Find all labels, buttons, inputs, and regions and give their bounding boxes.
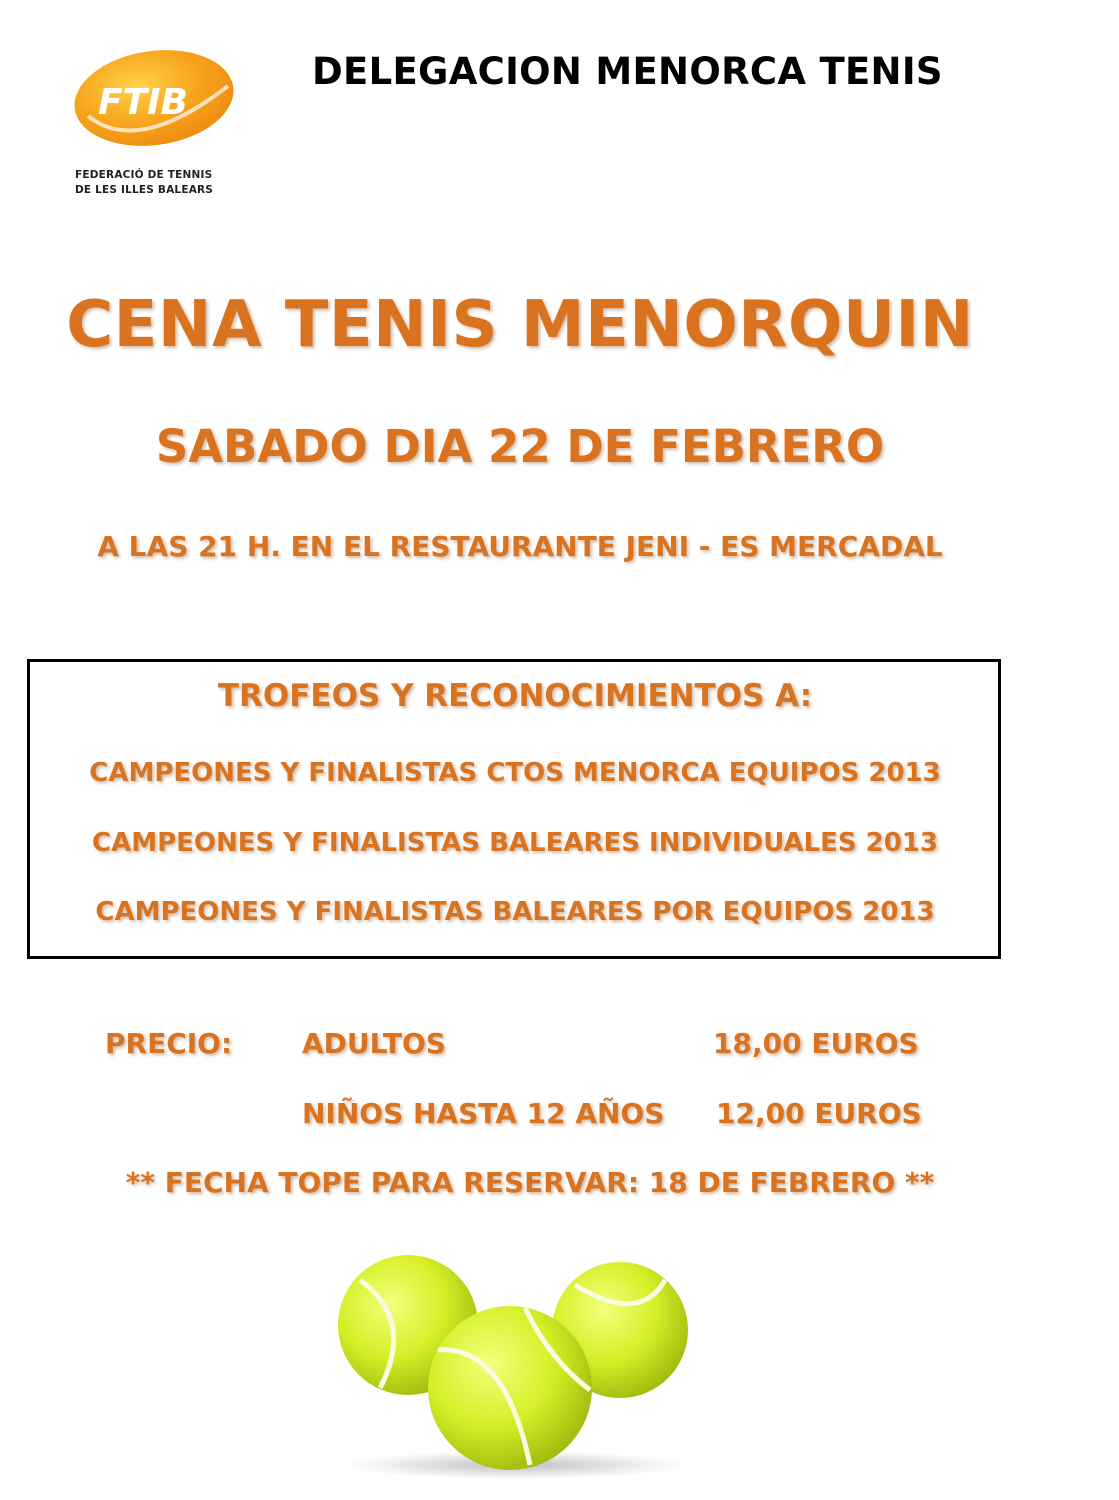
logo-mark-text: FTIB	[98, 82, 188, 123]
logo-caption	[75, 168, 255, 198]
logo-caption-line2: DE LES ILLES BALEARS	[75, 184, 214, 196]
event-place: A LAS 21 H. EN EL RESTAURANTE JENI - ES MERCADAL	[97, 530, 943, 563]
tennis-ball-front	[428, 1306, 592, 1470]
tennis-balls-icon	[320, 1240, 710, 1480]
award-item: CAMPEONES Y FINALISTAS CTOS MENORCA EQUIPOS 2013	[89, 758, 941, 788]
award-item: CAMPEONES Y FINALISTAS BALEARES POR EQUIPOS 2013	[95, 897, 935, 927]
award-item: CAMPEONES Y FINALISTAS BALEARES INDIVIDUALES 2013	[92, 828, 938, 858]
event-title: CENA TENIS MENORQUIN	[66, 288, 974, 362]
adults-price: 18,00 EUROS	[713, 1027, 919, 1060]
price-label: PRECIO:	[105, 1027, 233, 1060]
logo-caption-line1: FEDERACIÓ DE TENNIS	[75, 169, 213, 181]
header-title: DELEGACION MENORCA TENIS	[312, 50, 943, 93]
booking-deadline: ** FECHA TOPE PARA RESERVAR: 18 DE FEBRERO **	[125, 1166, 935, 1199]
event-date: SABADO DIA 22 DE FEBRERO	[155, 420, 885, 473]
adults-label: ADULTOS	[302, 1027, 446, 1060]
kids-label: NIÑOS HASTA 12 AÑOS	[302, 1097, 665, 1130]
awards-heading: TROFEOS Y RECONOCIMIENTOS A:	[217, 678, 813, 714]
kids-price: 12,00 EUROS	[716, 1097, 922, 1130]
